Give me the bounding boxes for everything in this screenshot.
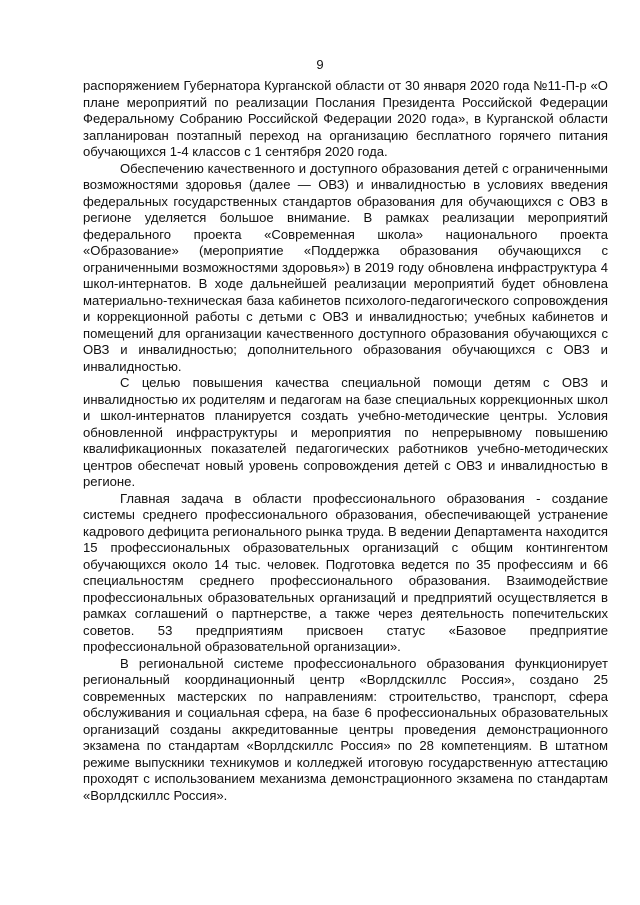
paragraph: Главная задача в области профессионального образования - создание системы среднего профессионального образования, обеспечивающей устранение кадрового дефицита регионального рынка труда. В ведении Департамента находится 15 профессиональных образовательных организаций с общим контингентом обучающихся около 14 тыс. человек. Подготовка ведется по 35 профессиям и 66 специальностям среднего профессионального образования. Взаимодействие профессиональных образовательных организаций и предприятий осуществляется в рамках соглашений о партнерстве, а также через деятельность попечительских советов. 53 предприятиям присвоен статус «Базовое предприятие профессиональной образовательной организации».	[83, 490, 608, 654]
page-number: 9	[316, 57, 324, 72]
paragraph: В региональной системе профессионального образования функционирует региональный координационный центр «Ворлдскиллс Россия», создано 25 современных мастерских по направлениям: строительство, транспорт, сфера обслуживания и социальная сфера, на базе 6 профессиональных образовательных организаций созданы аккредитованные центры проведения демонстрационного экзамена по стандартам «Ворлдскиллс Россия» по 28 компетенциям. В штатном режиме выпускники техникумов и колледжей итоговую государственную аттестацию проходят с использованием механизма демонстрационного экзамена по стандартам «Ворлдскиллс Россия».	[83, 655, 608, 803]
paragraph: С целью повышения качества специальной помощи детям с ОВЗ и инвалидностью их родителям и педагогам на базе специальных коррекционных школ и школ-интернатов планируется создать учебно-методические центры. Условия обновленной инфраструктуры и мероприятия по непрерывному повышению квалификационных показателей педагогических работников учебно-методических центров обеспечат новый уровень сопровождения детей с ОВЗ и инвалидностью в регионе.	[83, 375, 608, 489]
document-body	[83, 78, 608, 804]
paragraph: Обеспечению качественного и доступного образования детей с ограниченными возможностями здоровья (далее — ОВЗ) и инвалидностью в условиях введения федеральных государственных стандартов образования для обучающихся с ОВЗ в регионе уделяется большое внимание. В рамках реализации мероприятий федерального проекта «Современная школа» национального проекта «Образование» (мероприятие «Поддержка образования обучающихся с ограниченными возможностями здоровья») в 2019 году обновлена инфраструктура 4 школ-интернатов. В ходе дальнейшей реализации мероприятий будет обновлена материально-техническая база кабинетов психолого-педагогического сопровождения и коррекционной работы с детьми с ОВЗ и инвалидностью; учебных кабинетов и помещений для организации качественного доступного образования обучающихся с ОВЗ и инвалидностью; дополнительного образования обучающихся с ОВЗ и инвалидностью.	[83, 160, 608, 374]
paragraph-continuation: распоряжением Губернатора Курганской области от 30 января 2020 года №11-П-р «О плане мероприятий по реализации Послания Президента Российской Федерации Федеральному Собранию Российской Федерации 2020 года», в Курганской области запланирован поэтапный переход на организацию бесплатного горячего питания обучающихся 1-4 классов с 1 сентября 2020 года.	[83, 78, 608, 159]
